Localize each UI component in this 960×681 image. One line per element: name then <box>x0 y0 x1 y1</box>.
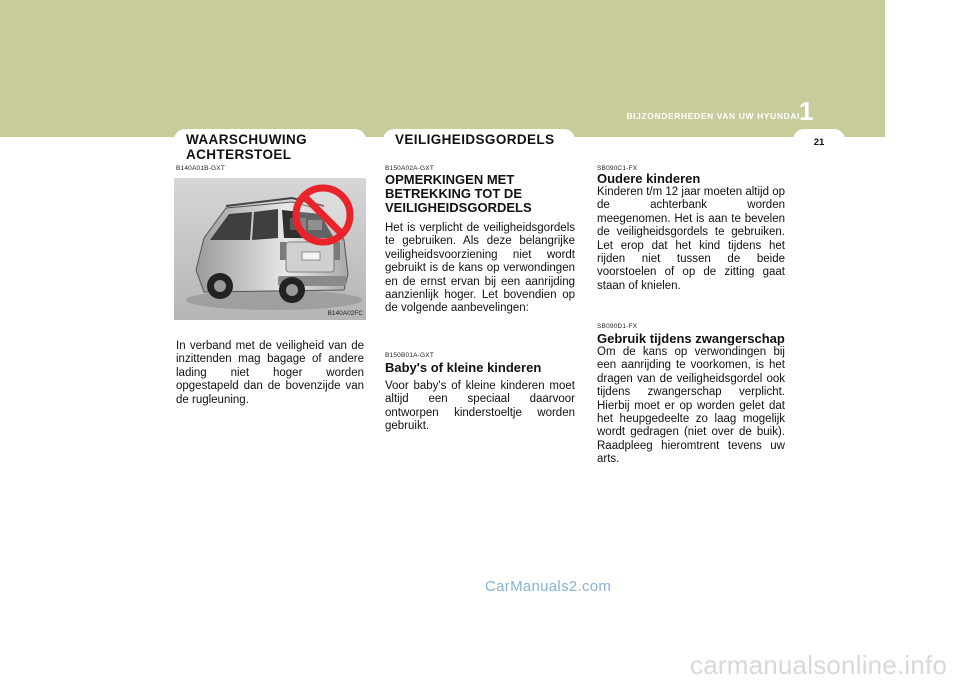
small-children-heading: Baby's of kleine kinderen <box>385 360 542 375</box>
section-code: SB090C1-FX <box>597 165 638 172</box>
section-code: B150B01A-GXT <box>385 352 435 359</box>
section-title-rear-seat-warning: WAARSCHUWING ACHTERSTOEL <box>186 132 308 162</box>
rear-seat-warning-text: In verband met de veiligheid van de inzittenden mag bagage of andere lading niet hoger worden opgestapeld dan de bovenzijde van de rugleuning. <box>176 340 364 406</box>
older-children-text: Kinderen t/m 12 jaar moeten altijd op de achterbank worden meegenomen. Het is aan te bevelen de veiligheidsgordels te gebruiken. Let erop dat het kind tijdens het rijden niet tussen de beide voorstoelen of op de zitting gaat staan of knielen. <box>597 186 785 292</box>
section-code: B150A02A-GXT <box>385 165 435 172</box>
older-children-heading: Oudere kinderen <box>597 171 701 186</box>
chapter-number: 1 <box>799 96 814 126</box>
page-number: 21 <box>813 137 825 148</box>
chapter-title: BIJZONDERHEDEN VAN UW HYUNDAI <box>626 111 800 121</box>
figure-code: B140A02FC <box>327 310 363 317</box>
section-code: SB090D1-FX <box>597 323 638 330</box>
pregnancy-heading: Gebruik tijdens zwangerschap <box>597 331 785 346</box>
small-children-text: Voor baby's of kleine kinderen moet altijd een speciaal daarvoor ontworpen kinderstoeltje worden gebruikt. <box>385 380 575 433</box>
seatbelt-remarks-heading: OPMERKINGEN MET BETREKKING TOT DE VEILIGHEIDSGORDELS <box>385 172 532 215</box>
carmanuals2-watermark-link[interactable]: CarManuals2.com <box>485 578 612 595</box>
car-illustration <box>174 178 366 320</box>
seatbelt-remarks-text: Het is verplicht de veiligheidsgordels te gebruiken. Als deze belangrijke veiligheidsvoorziening niet wordt gebruikt is de kans op verwondingen en de ernst ervan bij een aanrijding aanzienlijk hoger. Let bovendien op de volgende aanbevelingen: <box>385 222 575 315</box>
section-code: B140A01B-GXT <box>176 165 226 172</box>
section-title-seatbelts: VEILIGHEIDSGORDELS <box>395 132 555 147</box>
carmanualsonline-footer-link[interactable]: carmanualsonline.info <box>690 650 948 680</box>
pregnancy-text: Om de kans op verwondingen bij een aanrijding te voorkomen, is het dragen van de veiligheidsgordel ook tijdens zwangerschap verplicht. Hierbij moet er op worden gelet dat het heupgedeelte zo laag mogelijk wordt gedragen (niet over de buik). Raadpleeg hieromtrent tevens uw arts. <box>597 346 785 466</box>
no-entry-sign-icon <box>292 184 354 246</box>
